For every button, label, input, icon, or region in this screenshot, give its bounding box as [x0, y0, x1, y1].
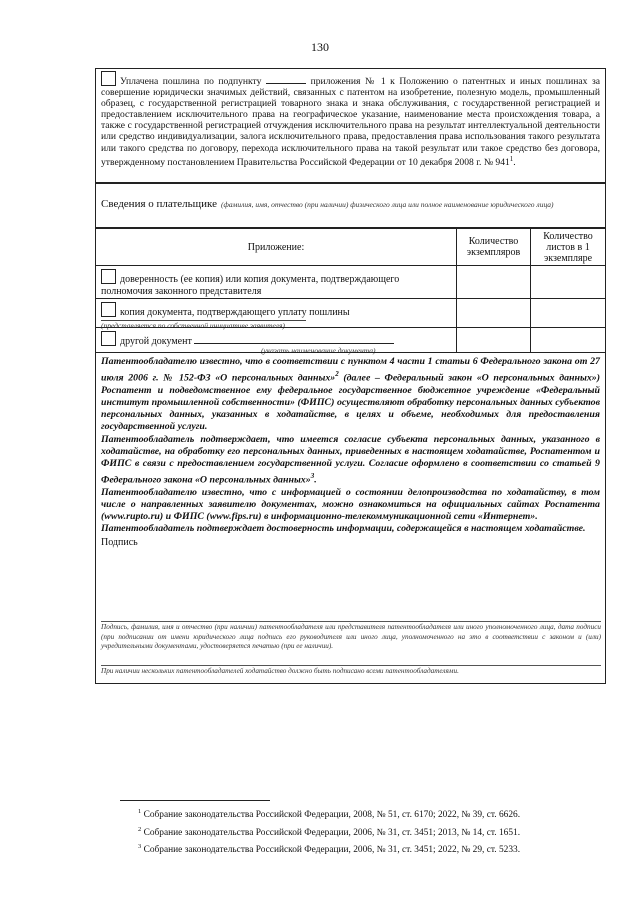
- payment-proof-checkbox[interactable]: [101, 302, 116, 317]
- consent-p1-rest: (далее – Федеральный закон «О персональных данных») Роспатент и подведомственное ему федеральное государственное бюджетное учреждение «Федеральный институт промышленной собственности» (ФИПС) осуществляют обработку персональных данных субъектов персональных данных, указанных в ходатайстве, в целях и объеме, необходимых для предоставления государственной услуги.: [101, 372, 601, 433]
- fee-paid-section: [95, 68, 606, 183]
- sheets-count-cell[interactable]: [530, 265, 606, 299]
- sheets-header-cell: [530, 228, 606, 266]
- footnote-3-text: Собрание законодательства Российской Федерации, 2006, № 31, ст. 3451; 2022, № 29, ст. 5233.: [143, 845, 521, 856]
- footnote-1-ref: 1: [138, 808, 142, 815]
- power-of-attorney-checkbox[interactable]: [101, 269, 116, 284]
- signature-label: Подпись: [101, 537, 138, 549]
- footnote-1-text: Собрание законодательства Российской Федерации, 2008, № 51, ст. 6170; 2022, № 39, ст. 6626.: [143, 810, 521, 821]
- copies-count-cell[interactable]: [456, 265, 531, 299]
- attachment-row: [95, 265, 457, 299]
- attachment-row-2-note: (представляется по собственной инициативе заявителя): [101, 320, 306, 330]
- footnote-item: [120, 805, 590, 823]
- fee-paid-checkbox[interactable]: [101, 71, 116, 86]
- multi-holder-note: При наличии нескольких патентообладателей ходатайство должно быть подписано всеми патентообладателями.: [101, 665, 601, 675]
- attachment-row: [95, 327, 457, 353]
- consent-section: [95, 352, 606, 684]
- fee-text-start: Уплачена пошлина по подпункту: [120, 76, 262, 87]
- fee-paid-text: [101, 71, 600, 168]
- attachments-header: Приложение:: [247, 241, 305, 253]
- fee-text-rest: приложения № 1 к Положению о патентных и иных пошлинах за совершение юридически значимых действий, связанных с патентом на изобретение, полезную модель, промышленный образец, с государственной регистрацией товарного знака и знака обслуживания, с государственной регистрацией и предоставлением исключительного права на географическое указание, наименование места происхождения товара, а также с государственной регистрацией отчуждения исключительного права на результат интеллектуальной деятельности или средство индивидуализации, залога исключительного права, предоставления права использования такого результата или такого средства по договору, перехода исключительного права на такой результат или такое средство без договора, утвержденному постановлением Правительства Российской Федерации от 10 декабря 2008 г. № 941: [101, 76, 601, 168]
- other-document-field[interactable]: [194, 334, 394, 344]
- footnote-ref-3: 3: [310, 472, 315, 481]
- footnote-2-text: Собрание законодательства Российской Федерации, 2006, № 31, ст. 3451; 2013, № 14, ст. 1651.: [143, 827, 521, 838]
- footnote-ref-1: 1: [509, 154, 514, 163]
- signature-note: Подпись, фамилия, имя и отчество (при наличии) патентообладателя или представителя патентообладателя или иного уполномоченного лица, дата подписи (при подписании от имени юридического лица подпись его руководителя или иного лица, уполномоченного на это в соответствии с законом и (или) учредительными документами, удостоверяется печатью (при ее наличии).: [101, 623, 601, 650]
- consent-paragraph-4: Патентообладатель подтверждает достоверность информации, содержащейся в настоящем ходатайстве.: [101, 523, 586, 535]
- consent-paragraph-1: [101, 356, 600, 434]
- consent-p1-start: Патентообладателю известно, что в соответствии с пунктом 4 части 1 статьи 6 Федерального закона от 27 июля 2006 г. № 152-ФЗ «О персональных данных»: [101, 356, 600, 384]
- copies-count-cell[interactable]: [456, 327, 531, 353]
- attachment-row-3-label: другой документ: [120, 336, 192, 347]
- attachments-header-cell: [95, 228, 457, 266]
- footnote-2-ref: 2: [138, 825, 142, 833]
- consent-paragraph-2: Патентообладатель подтверждает, что имеется согласие субъекта персональных данных, указанного в ходатайстве, на обработку его персональных данных, приведенных в настоящем ходатайстве, Роспатентом и ФИПС в связи с предоставлением государственной услуги. Согласие оформлено в соответствии со статьей 9 Федерального закона «О персональных данных»$^3$.: [101, 433, 600, 486]
- copies-count-cell[interactable]: [456, 298, 531, 328]
- sheets-count-cell[interactable]: [530, 298, 606, 328]
- fee-text-end: .: [513, 156, 516, 168]
- footnote-ref-2: 2: [335, 370, 339, 379]
- footnote-divider: [120, 800, 270, 801]
- footnote-3-ref: 3: [138, 843, 142, 851]
- consent-paragraph-3: Патентообладателю известно, что с информацией о состоянии делопроизводства по ходатайству, в том числе о направленных заявителю документах, можно ознакомиться на официальных сайтах Роспатента (www.rupto.ru) и ФИПС (www.fips.ru) в информационно-телекоммуникационной сети «Интернет».: [101, 486, 600, 523]
- attachment-row-3-note: (указать наименование документа): [261, 346, 376, 355]
- subparagraph-blank-field[interactable]: [266, 74, 306, 84]
- copies-header: Количество экземпляров: [466, 236, 521, 258]
- attachment-row-2-label: копия документа, подтверждающего уплату пошлины: [120, 307, 350, 318]
- consent-p2-text: Патентообладатель подтверждает, что имеется согласие субъекта персональных данных, указанного в ходатайстве, на обработку его персональных данных, приведенных в настоящем ходатайстве, Роспатентом и ФИПС в связи с предоставлением государственной услуги. Согласие оформлено в соответствии со статьей 9 Федерального закона «О персональных данных»: [101, 433, 600, 486]
- sheets-count-cell[interactable]: [530, 327, 606, 353]
- footnote-item: [120, 840, 590, 858]
- payer-hint: (фамилия, имя, отчество (при наличии) физического лица или полное наименование юридического лица): [221, 200, 554, 209]
- sheets-header: Количество листов в 1 экземпляре: [543, 230, 593, 264]
- footnotes: [120, 800, 590, 858]
- attachment-row: [95, 298, 457, 328]
- other-document-checkbox[interactable]: [101, 331, 116, 346]
- payer-label: Сведения о плательщике: [101, 198, 217, 210]
- copies-header-cell: [456, 228, 531, 266]
- page-number: 130: [311, 40, 329, 54]
- attachment-row-1-label: доверенность (ее копия) или копия документа, подтверждающего полномочия законного представителя: [101, 274, 400, 297]
- footnote-item: [120, 823, 590, 841]
- payer-section: [95, 183, 606, 228]
